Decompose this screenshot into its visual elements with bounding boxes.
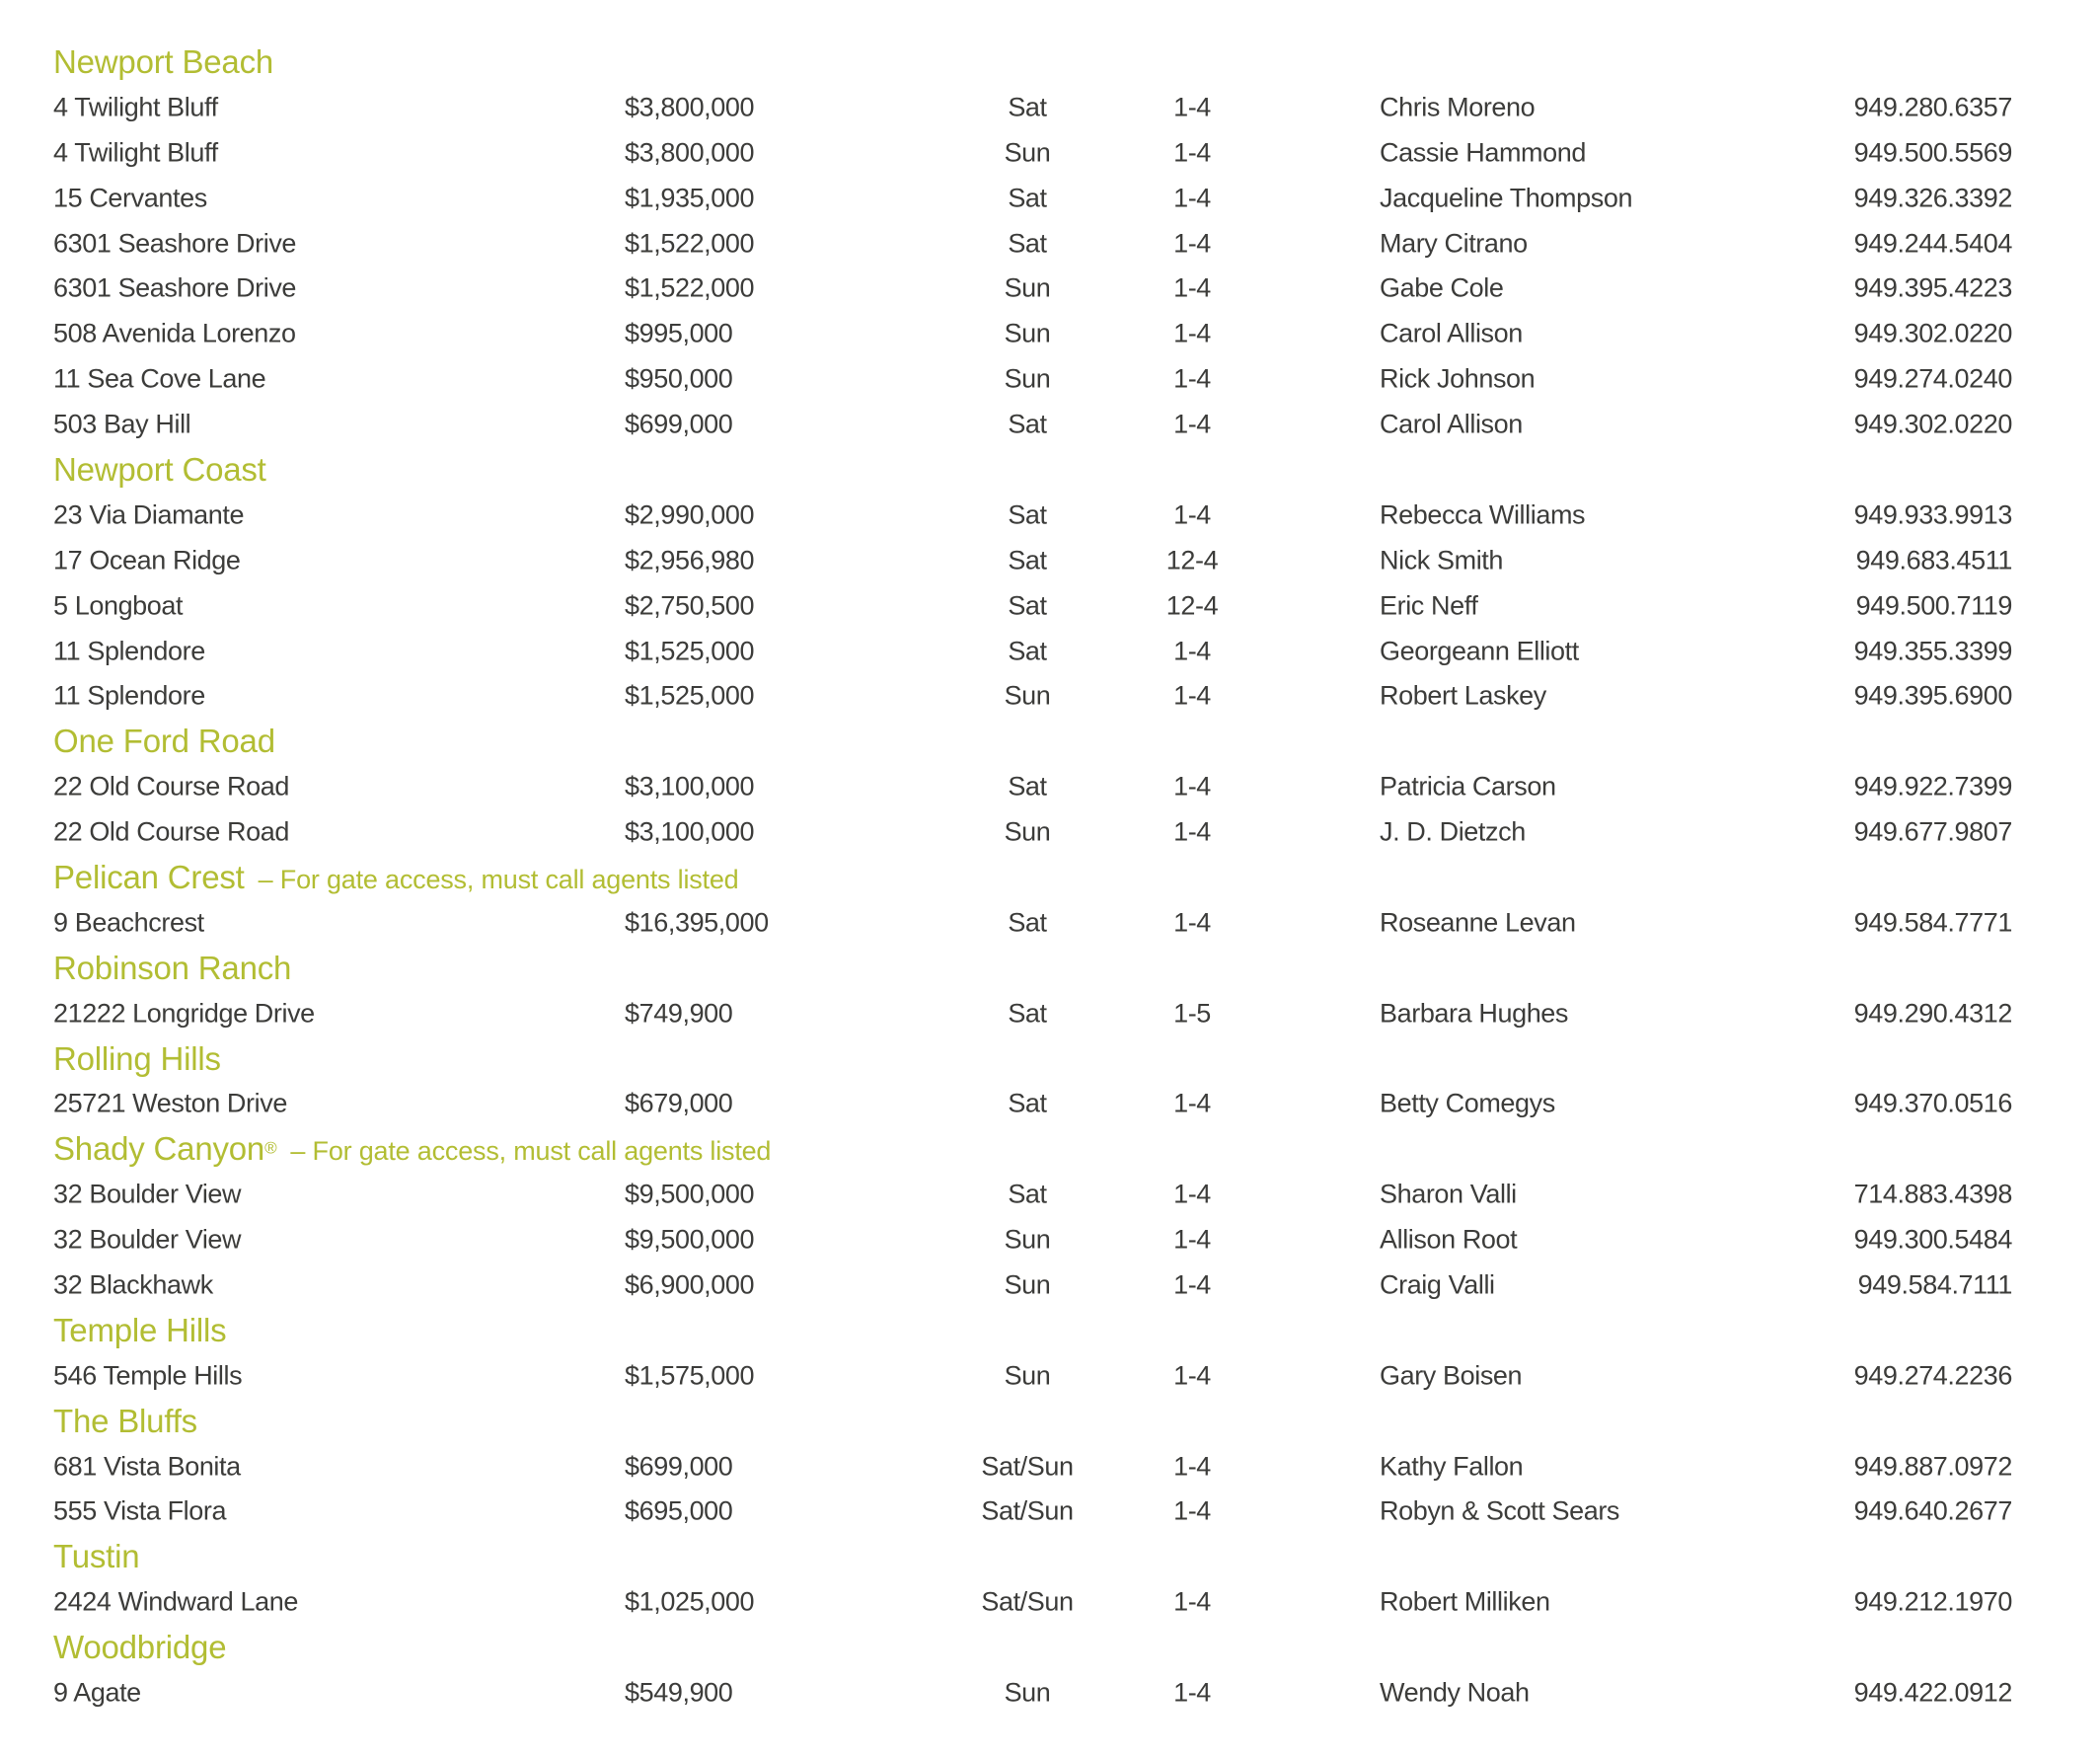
listing-time: 1-4 xyxy=(1173,1269,1211,1300)
section-header-text xyxy=(53,950,291,987)
listing-day: Sat xyxy=(1008,409,1047,439)
listing-phone: 949.290.4312 xyxy=(1853,998,2012,1029)
listing-time: 1-4 xyxy=(1173,1677,1211,1708)
section-header xyxy=(0,719,2100,764)
section-header-text xyxy=(53,451,266,489)
listing-address: 2424 Windward Lane xyxy=(53,1586,298,1617)
listing-time: 1-4 xyxy=(1173,137,1211,168)
listing-phone: 949.280.6357 xyxy=(1853,92,2012,122)
listing-price: $1,522,000 xyxy=(625,272,755,303)
listing-time: 1-4 xyxy=(1173,1224,1211,1255)
listing-address: 25721 Weston Drive xyxy=(53,1088,287,1118)
listing-address: 11 Splendore xyxy=(53,680,205,711)
listing-row xyxy=(0,1444,2100,1490)
listing-address: 546 Temple Hills xyxy=(53,1360,243,1391)
listing-price: $2,750,500 xyxy=(625,590,755,621)
listing-phone: 949.422.0912 xyxy=(1853,1677,2012,1708)
section-name: Robinson Ranch xyxy=(53,949,292,986)
section-header xyxy=(0,447,2100,493)
listing-time: 1-4 xyxy=(1173,636,1211,666)
listing-row xyxy=(0,1579,2100,1625)
section-name: Newport Coast xyxy=(53,450,266,488)
listing-row xyxy=(0,991,2100,1036)
listing-time: 1-4 xyxy=(1173,92,1211,122)
listing-address: 32 Blackhawk xyxy=(53,1269,213,1300)
listing-time: 1-4 xyxy=(1173,409,1211,439)
listing-day: Sat xyxy=(1008,92,1047,122)
listing-row xyxy=(0,493,2100,538)
listing-phone: 949.584.7111 xyxy=(1857,1269,2012,1300)
listing-row xyxy=(0,1217,2100,1262)
listing-price: $3,100,000 xyxy=(625,816,755,847)
listing-time: 1-4 xyxy=(1173,680,1211,711)
listing-row xyxy=(0,900,2100,946)
listing-phone: 949.887.0972 xyxy=(1853,1451,2012,1482)
listing-agent: Rebecca Williams xyxy=(1380,499,1586,530)
listing-day: Sat xyxy=(1008,228,1047,258)
listing-phone: 949.677.9807 xyxy=(1853,816,2012,847)
section-header xyxy=(0,1625,2100,1670)
listing-price: $1,525,000 xyxy=(625,680,755,711)
listing-time: 1-4 xyxy=(1173,228,1211,258)
listing-agent: Carol Allison xyxy=(1380,318,1523,348)
listing-agent: Robyn & Scott Sears xyxy=(1380,1495,1620,1526)
listing-phone: 949.355.3399 xyxy=(1853,636,2012,666)
listing-row xyxy=(0,266,2100,311)
section-header xyxy=(0,1126,2100,1172)
listing-agent: Rick Johnson xyxy=(1380,363,1536,394)
listing-agent: Mary Citrano xyxy=(1380,228,1528,258)
section-header xyxy=(0,1399,2100,1444)
section-name: Shady Canyon xyxy=(53,1130,265,1168)
section-header-text xyxy=(53,1040,221,1078)
listing-time: 1-4 xyxy=(1173,1179,1211,1209)
listing-day: Sat xyxy=(1008,1088,1047,1118)
section-header xyxy=(0,1308,2100,1353)
listing-agent: Robert Laskey xyxy=(1380,680,1546,711)
listing-row xyxy=(0,221,2100,267)
section-header-text xyxy=(53,1312,226,1349)
listing-agent: Betty Comegys xyxy=(1380,1088,1555,1118)
listing-price: $749,900 xyxy=(625,998,733,1029)
listing-time: 1-4 xyxy=(1173,1360,1211,1391)
listing-phone: 949.326.3392 xyxy=(1853,183,2012,213)
listing-agent: Sharon Valli xyxy=(1380,1179,1517,1209)
listing-price: $9,500,000 xyxy=(625,1224,755,1255)
listing-address: 9 Beachcrest xyxy=(53,907,204,938)
listing-price: $3,100,000 xyxy=(625,771,755,802)
listing-address: 508 Avenida Lorenzo xyxy=(53,318,296,348)
listing-row xyxy=(0,1353,2100,1399)
listing-agent: J. D. Dietzch xyxy=(1380,816,1526,847)
section-header-text xyxy=(53,723,275,760)
section-name: Temple Hills xyxy=(53,1311,227,1348)
listing-time: 1-4 xyxy=(1173,1451,1211,1482)
listing-row xyxy=(0,176,2100,221)
listing-phone: 714.883.4398 xyxy=(1853,1179,2012,1209)
listing-time: 1-5 xyxy=(1173,998,1211,1029)
listing-row xyxy=(0,1262,2100,1308)
listing-row xyxy=(0,311,2100,356)
listing-agent: Roseanne Levan xyxy=(1380,907,1576,938)
listing-price: $1,522,000 xyxy=(625,228,755,258)
listing-time: 12-4 xyxy=(1165,590,1219,621)
listing-agent: Chris Moreno xyxy=(1380,92,1536,122)
listing-price: $6,900,000 xyxy=(625,1269,755,1300)
listing-day: Sun xyxy=(1004,137,1051,168)
listing-address: 681 Vista Bonita xyxy=(53,1451,241,1482)
listing-address: 503 Bay Hill xyxy=(53,409,191,439)
listing-row xyxy=(0,130,2100,176)
section-gate-access-note: – For gate access, must call agents listed xyxy=(290,1136,772,1167)
listing-day: Sat/Sun xyxy=(981,1586,1074,1617)
listing-day: Sat xyxy=(1008,1179,1047,1209)
listing-row xyxy=(0,583,2100,629)
listing-agent: Barbara Hughes xyxy=(1380,998,1569,1029)
section-name: Newport Beach xyxy=(53,42,274,80)
listing-row xyxy=(0,402,2100,447)
listing-row xyxy=(0,1081,2100,1126)
listing-price: $1,025,000 xyxy=(625,1586,755,1617)
listing-agent: Wendy Noah xyxy=(1380,1677,1530,1708)
listing-row xyxy=(0,1172,2100,1217)
listing-price: $695,000 xyxy=(625,1495,733,1526)
listing-phone: 949.370.0516 xyxy=(1853,1088,2012,1118)
listing-price: $1,575,000 xyxy=(625,1360,755,1391)
listing-agent: Allison Root xyxy=(1380,1224,1518,1255)
listing-day: Sun xyxy=(1004,363,1051,394)
listing-agent: Patricia Carson xyxy=(1380,771,1556,802)
listing-day: Sat xyxy=(1008,545,1047,575)
listing-address: 555 Vista Flora xyxy=(53,1495,227,1526)
listing-time: 1-4 xyxy=(1173,771,1211,802)
listing-price: $3,800,000 xyxy=(625,137,755,168)
listing-agent: Gabe Cole xyxy=(1380,272,1504,303)
listing-address: 22 Old Course Road xyxy=(53,816,289,847)
listing-address: 32 Boulder View xyxy=(53,1179,242,1209)
section-header xyxy=(0,855,2100,900)
listing-agent: Nick Smith xyxy=(1380,545,1504,575)
listing-phone: 949.933.9913 xyxy=(1853,499,2012,530)
listing-address: 4 Twilight Bluff xyxy=(53,92,218,122)
listing-address: 5 Longboat xyxy=(53,590,184,621)
listing-phone: 949.300.5484 xyxy=(1853,1224,2012,1255)
listing-agent: Gary Boisen xyxy=(1380,1360,1523,1391)
listing-day: Sun xyxy=(1004,1677,1051,1708)
section-header xyxy=(0,1036,2100,1082)
listing-row xyxy=(0,673,2100,719)
listing-day: Sun xyxy=(1004,816,1051,847)
listing-address: 23 Via Diamante xyxy=(53,499,245,530)
section-name: Rolling Hills xyxy=(53,1039,221,1077)
listing-address: 11 Sea Cove Lane xyxy=(53,363,266,394)
listing-day: Sat xyxy=(1008,183,1047,213)
listing-phone: 949.584.7771 xyxy=(1853,907,2012,938)
listing-day: Sat xyxy=(1008,636,1047,666)
listing-price: $2,990,000 xyxy=(625,499,755,530)
listing-row xyxy=(0,809,2100,855)
listing-agent: Jacqueline Thompson xyxy=(1380,183,1633,213)
listing-price: $9,500,000 xyxy=(625,1179,755,1209)
listing-row xyxy=(0,1670,2100,1716)
section-name: Tustin xyxy=(53,1538,140,1575)
listing-address: 4 Twilight Bluff xyxy=(53,137,218,168)
section-header xyxy=(0,1534,2100,1579)
listing-phone: 949.302.0220 xyxy=(1853,318,2012,348)
listing-price: $679,000 xyxy=(625,1088,733,1118)
listing-row xyxy=(0,764,2100,809)
listing-address: 22 Old Course Road xyxy=(53,771,289,802)
listing-time: 1-4 xyxy=(1173,1586,1211,1617)
listing-price: $699,000 xyxy=(625,1451,733,1482)
listing-time: 1-4 xyxy=(1173,816,1211,847)
section-name: Woodbridge xyxy=(53,1629,227,1666)
listing-day: Sat xyxy=(1008,907,1047,938)
section-header-text xyxy=(53,1403,197,1440)
listing-phone: 949.640.2677 xyxy=(1853,1495,2012,1526)
listing-agent: Craig Valli xyxy=(1380,1269,1495,1300)
listing-address: 6301 Seashore Drive xyxy=(53,228,297,258)
listing-day: Sun xyxy=(1004,272,1051,303)
listing-agent: Carol Allison xyxy=(1380,409,1523,439)
listing-price: $950,000 xyxy=(625,363,733,394)
listing-row xyxy=(0,356,2100,402)
listing-day: Sat xyxy=(1008,590,1047,621)
trademark-symbol: ® xyxy=(264,1138,277,1158)
section-name: Pelican Crest xyxy=(53,858,245,895)
listing-phone: 949.274.0240 xyxy=(1853,363,2012,394)
listing-price: $699,000 xyxy=(625,409,733,439)
listing-day: Sat/Sun xyxy=(981,1451,1074,1482)
listing-time: 1-4 xyxy=(1173,363,1211,394)
listing-phone: 949.302.0220 xyxy=(1853,409,2012,439)
section-header xyxy=(0,946,2100,991)
listing-price: $1,525,000 xyxy=(625,636,755,666)
listing-row xyxy=(0,1490,2100,1535)
listing-price: $995,000 xyxy=(625,318,733,348)
section-header-text xyxy=(53,1130,771,1168)
listing-address: 21222 Longridge Drive xyxy=(53,998,315,1029)
section-header-text xyxy=(53,43,273,81)
listing-phone: 949.922.7399 xyxy=(1853,771,2012,802)
listing-address: 32 Boulder View xyxy=(53,1224,242,1255)
listing-time: 12-4 xyxy=(1165,545,1219,575)
listing-time: 1-4 xyxy=(1173,1495,1211,1526)
listing-phone: 949.395.4223 xyxy=(1853,272,2012,303)
listing-phone: 949.683.4511 xyxy=(1855,545,2012,575)
listing-phone: 949.500.5569 xyxy=(1853,137,2012,168)
listing-day: Sun xyxy=(1004,318,1051,348)
listing-agent: Robert Milliken xyxy=(1380,1586,1550,1617)
listing-address: 11 Splendore xyxy=(53,636,205,666)
listing-row xyxy=(0,538,2100,583)
listing-phone: 949.274.2236 xyxy=(1853,1360,2012,1391)
listing-day: Sat xyxy=(1008,998,1047,1029)
listing-row xyxy=(0,629,2100,674)
section-header-text xyxy=(53,1538,139,1575)
listing-price: $549,900 xyxy=(625,1677,733,1708)
section-name: The Bluffs xyxy=(53,1402,197,1439)
listing-agent: Eric Neff xyxy=(1380,590,1478,621)
section-header xyxy=(0,39,2100,85)
listing-row xyxy=(0,85,2100,130)
listing-day: Sun xyxy=(1004,680,1051,711)
listing-day: Sat xyxy=(1008,499,1047,530)
listing-day: Sun xyxy=(1004,1224,1051,1255)
listing-price: $1,935,000 xyxy=(625,183,755,213)
listing-phone: 949.244.5404 xyxy=(1853,228,2012,258)
listing-price: $2,956,980 xyxy=(625,545,755,575)
listing-agent: Georgeann Elliott xyxy=(1380,636,1579,666)
listing-time: 1-4 xyxy=(1173,907,1211,938)
section-header-text xyxy=(53,1629,226,1666)
listing-agent: Kathy Fallon xyxy=(1380,1451,1524,1482)
listing-day: Sat/Sun xyxy=(981,1495,1074,1526)
listing-price: $16,395,000 xyxy=(625,907,769,938)
listing-address: 15 Cervantes xyxy=(53,183,207,213)
listing-address: 17 Ocean Ridge xyxy=(53,545,241,575)
listing-time: 1-4 xyxy=(1173,318,1211,348)
section-name: One Ford Road xyxy=(53,723,275,760)
section-header-text xyxy=(53,859,739,896)
listing-address: 6301 Seashore Drive xyxy=(53,272,297,303)
listing-time: 1-4 xyxy=(1173,183,1211,213)
listing-phone: 949.212.1970 xyxy=(1853,1586,2012,1617)
listing-day: Sun xyxy=(1004,1360,1051,1391)
listing-time: 1-4 xyxy=(1173,1088,1211,1118)
listing-time: 1-4 xyxy=(1173,499,1211,530)
listing-address: 9 Agate xyxy=(53,1677,141,1708)
listing-phone: 949.395.6900 xyxy=(1853,680,2012,711)
listing-day: Sun xyxy=(1004,1269,1051,1300)
listing-day: Sat xyxy=(1008,771,1047,802)
listing-price: $3,800,000 xyxy=(625,92,755,122)
listing-time: 1-4 xyxy=(1173,272,1211,303)
listing-phone: 949.500.7119 xyxy=(1855,590,2012,621)
listing-agent: Cassie Hammond xyxy=(1380,137,1586,168)
section-gate-access-note: – For gate access, must call agents listed xyxy=(258,864,739,894)
